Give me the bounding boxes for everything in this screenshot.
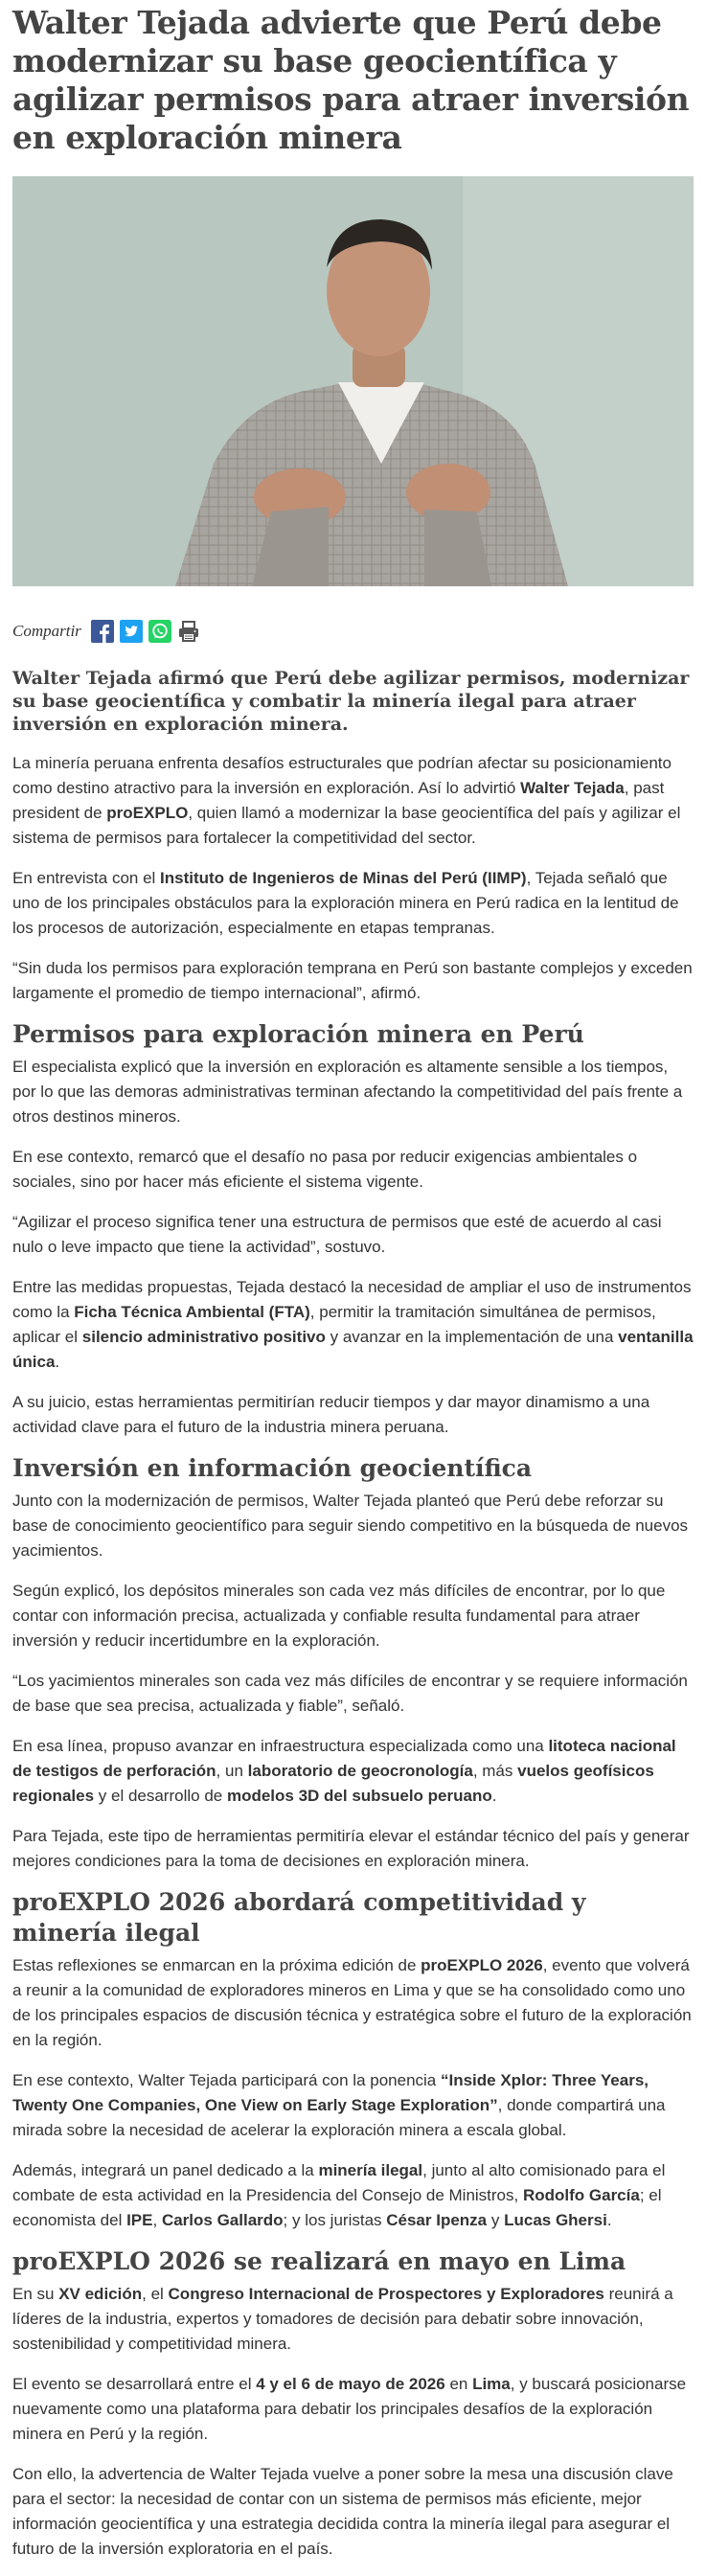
paragraph-19: Con ello, la advertencia de Walter Tejada vuelve a poner sobre la mesa una discusión clave para el sector: la necesidad de contar con un sistema de permisos más eficiente, mejor información geocientífica y una estrategia decidida contra la minería ilegal para asegurar el futuro de la inversión exploratoria en el país. <box>12 2465 673 2558</box>
bold-text: 4 y el 6 de mayo de 2026 <box>256 2375 445 2393</box>
text-span: y avanzar en la implementación de una <box>325 1328 619 1346</box>
text-span: . <box>491 1787 497 1805</box>
hero-image <box>12 176 694 586</box>
text-span: , quien llamó a modernizar la base geocientífica del país y agilizar el sistema de permisos para fortalecer la competitividad del sector. <box>12 804 681 847</box>
text-span: , junto al alto comisionado para el combate de esta actividad en la Presidencia del Consejo de Ministros, <box>12 2161 666 2204</box>
bold-text: Carlos Gallardo <box>161 2211 284 2229</box>
text-span: Además, integrará un panel dedicado a la <box>12 2161 319 2179</box>
text-span: , más <box>472 1762 518 1780</box>
section-heading-proexplo-competitividad: proEXPLO 2026 abordará competitividad y minería ilegal <box>12 1888 586 1947</box>
text-span: El evento se desarrollará entre el <box>12 2375 257 2393</box>
text-span: En esa línea, propuso avanzar en infraestructura especializada como una <box>12 1737 549 1755</box>
paragraph-2 <box>12 866 694 941</box>
paragraph-7 <box>12 1275 694 1375</box>
paragraph-16 <box>12 2158 694 2233</box>
paragraph-12 <box>12 1734 694 1809</box>
text-span: La minería peruana enfrenta desafíos estructurales que podrían afectar su posicionamiento como destino atractivo para la inversión en exploración. Así lo advirtió <box>12 754 672 797</box>
bold-text: César Ipenza <box>386 2211 488 2229</box>
bold-text: Walter Tejada <box>520 779 625 797</box>
paragraph-18 <box>12 2372 694 2447</box>
paragraph-4: El especialista explicó que la inversión en exploración es altamente sensible a los tiempos, por lo que las demoras administrativas terminan afectando la competitividad del país frente a otros destinos mineros. <box>12 1058 683 1126</box>
text-span: En su <box>12 2285 59 2303</box>
facebook-icon[interactable] <box>91 620 114 643</box>
bold-text: minería ilegal <box>318 2161 423 2179</box>
bold-text: Congreso Internacional de Prospectores y Exploradores <box>168 2285 604 2303</box>
text-span: . <box>55 1353 60 1371</box>
bold-text: silencio administrativo positivo <box>81 1328 326 1346</box>
bold-text: Lima <box>472 2375 511 2393</box>
bold-text: XV edición <box>58 2285 143 2303</box>
text-span: , un <box>216 1762 248 1780</box>
bold-text: “Inside Xplor: Three Years, Twenty One Companies, One View on Early Stage Exploration” <box>12 2071 649 2114</box>
paragraph-10: Según explicó, los depósitos minerales son cada vez más difíciles de encontrar, por lo que contar con información precisa, actualizada y confiable resulta fundamental para atraer inversión y reducir incertidumbre en la exploración. <box>12 1582 666 1650</box>
text-span: En entrevista con el <box>12 869 161 887</box>
text-span: , el <box>142 2285 169 2303</box>
paragraph-14 <box>12 1953 694 2053</box>
bold-text: laboratorio de geocronología <box>247 1762 473 1780</box>
bold-text: ventanilla única <box>12 1328 694 1371</box>
text-span: , permitir la tramitación simultánea de permisos, aplicar el <box>12 1303 656 1346</box>
paragraph-8: A su juicio, estas herramientas permitirían reducir tiempos y dar mayor dinamismo a una actividad clave para el futuro de la industria minera peruana. <box>12 1393 650 1436</box>
article-title: Walter Tejada advierte que Perú debe modernizar su base geocientífica y agilizar permisos para atraer inversión en exploración minera <box>12 4 690 156</box>
section-heading-geocientifica: Inversión en información geocientífica <box>12 1454 533 1482</box>
text-span: . <box>606 2211 612 2229</box>
section-heading-proexplo-lima: proEXPLO 2026 se realizará en mayo en Lima <box>12 2247 626 2275</box>
bold-text: Instituto de Ingenieros de Minas del Perú (IIMP) <box>160 869 527 887</box>
text-span: en <box>444 2375 473 2393</box>
article-lead: Walter Tejada afirmó que Perú debe agilizar permisos, modernizar su base geocientífica y combatir la minería ilegal para atraer inversión en exploración minera. <box>12 668 690 735</box>
text-span: y el desarrollo de <box>94 1787 227 1805</box>
paragraph-15 <box>12 2068 694 2143</box>
twitter-icon[interactable] <box>120 620 143 643</box>
section-heading-permisos: Permisos para exploración minera en Perú <box>12 1020 584 1048</box>
hero-photo-illustration <box>12 176 694 586</box>
paragraph-17 <box>12 2282 694 2357</box>
bold-text: litoteca nacional de testigos de perforación <box>12 1737 676 1780</box>
text-span: , evento que volverá a reunir a la comunidad de exploradores mineros en Lima y que se ha consolidado como uno de los principales espacios de discusión técnica y estratégica sobre el futuro de la exploración en la región. <box>12 1956 692 2049</box>
text-span: Entre las medidas propuestas, Tejada destacó la necesidad de ampliar el uso de instrumentos como la <box>12 1278 692 1321</box>
text-span: , donde compartirá una mirada sobre la necesidad de acelerar la exploración minera a escala global. <box>12 2096 666 2139</box>
paragraph-5: En ese contexto, remarcó que el desafío no pasa por reducir exigencias ambientales o sociales, sino por hacer más eficiente el sistema vigente. <box>12 1148 638 1191</box>
bold-text: modelos 3D del subsuelo peruano <box>226 1787 492 1805</box>
text-span: , <box>152 2211 162 2229</box>
whatsapp-icon[interactable] <box>148 620 171 643</box>
bold-text: Ficha Técnica Ambiental (FTA) <box>74 1303 310 1321</box>
text-span: reunirá a líderes de la industria, expertos y tomadores de decisión para debatir sobre innovación, sostenibilidad y competitividad minera. <box>12 2285 673 2353</box>
bold-text: proEXPLO 2026 <box>421 1956 543 1974</box>
bold-text: Lucas Ghersi <box>504 2211 607 2229</box>
paragraph-9: Junto con la modernización de permisos, Walter Tejada planteó que Perú debe reforzar su base de conocimiento geocientífico para seguir siendo competitivo en la búsqueda de nuevos yacimientos. <box>12 1492 689 1560</box>
text-span: y <box>487 2211 505 2229</box>
bold-text: vuelos geofísicos regionales <box>12 1762 654 1805</box>
bold-text: proEXPLO <box>106 804 189 822</box>
text-span: Estas reflexiones se enmarcan en la próxima edición de <box>12 1956 421 1974</box>
text-span: ; y los juristas <box>283 2211 387 2229</box>
share-label: Compartir <box>12 622 81 640</box>
bold-text: IPE <box>126 2211 153 2229</box>
bold-text: Rodolfo García <box>522 2186 640 2204</box>
text-span: En ese contexto, Walter Tejada participará con la ponencia <box>12 2071 441 2089</box>
paragraph-6: “Agilizar el proceso significa tener una estructura de permisos que esté de acuerdo al casi nulo o leve impacto que tiene la actividad”, sostuvo. <box>12 1213 662 1256</box>
print-icon[interactable] <box>177 620 200 643</box>
paragraph-13: Para Tejada, este tipo de herramientas permitiría elevar el estándar técnico del país y generar mejores condiciones para la toma de decisiones en exploración minera. <box>12 1827 690 1870</box>
text-span: , Tejada señaló que uno de los principales obstáculos para la exploración minera en Perú radica en la lentitud de los procesos de autorización, especialmente en etapas tempranas. <box>12 869 679 937</box>
text-span: , y buscará posicionarse nuevamente como una plataforma para debatir los principales desafíos de la exploración minera en Perú y la región. <box>12 2375 687 2443</box>
text-span: ; el economista del <box>12 2186 662 2229</box>
paragraph-3: “Sin duda los permisos para exploración temprana en Perú son bastante complejos y exceden largamente el promedio de tiempo internacional”, afirmó. <box>12 959 693 1002</box>
text-span: , past president de <box>12 779 665 822</box>
paragraph-11: “Los yacimientos minerales son cada vez más difíciles de encontrar y se requiere información de base que sea precisa, actualizada y fiable”, señaló. <box>12 1672 688 1715</box>
paragraph-1 <box>12 751 694 851</box>
share-bar <box>12 615 694 648</box>
